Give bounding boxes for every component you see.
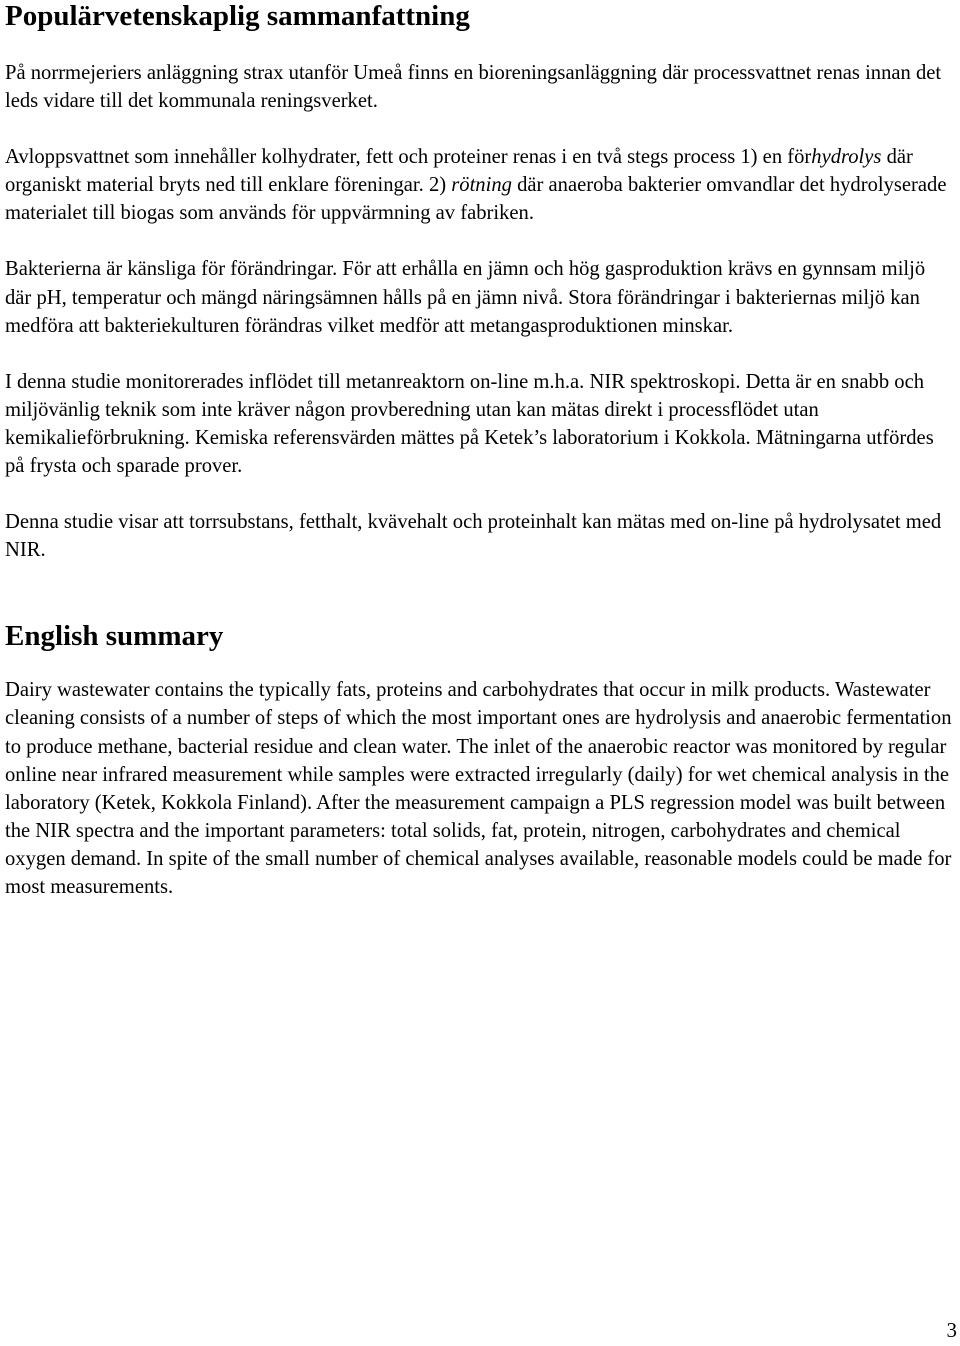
swedish-paragraph-1: På norrmejeriers anläggning strax utanför Umeå finns en bioreningsanläggning där processvattnet renas innan det leds vidare till det kommunala reningsverket.	[5, 62, 942, 113]
english-paragraph-1: Dairy wastewater contains the typically fats, proteins and carbohydrates that occur in milk products. Wastewater cleaning consists of a number of steps of which the most important ones are hydrolysis and anaerobic fermentation to produce methane, bacterial residue and clean water. The inlet of the anaerobic reactor was monitored by regular online near infrared measurement while samples were extracted irregularly (daily) for wet chemical analysis in the laboratory (Ketek, Kokkola Finland). After the measurement campaign a PLS regression model was built between the NIR spectra and the important parameters: total solids, fat, protein, nitrogen, carbohydrates and chemical oxygen demand. In spite of the small number of chemical analyses available, reasonable models could be made for most measurements.	[5, 679, 952, 898]
document-page	[5, 0, 955, 901]
term-hydrolys: hydrolys	[811, 146, 882, 169]
english-summary-section	[5, 676, 955, 901]
swedish-paragraph-2-text-a: Avloppsvattnet som innehåller kolhydrater, fett och proteiner renas i en två stegs process 1) en för	[5, 146, 812, 169]
swedish-paragraph-3: Bakterierna är känsliga för förändringar. För att erhålla en jämn och hög gasproduktion krävs en gynnsam miljö där pH, temperatur och mängd näringsämnen hålls på en jämn nivå. Stora förändringar i bakteriernas miljö kan medföra att bakteriekulturen förändras vilket medför att metangasproduktionen minskar.	[5, 258, 926, 337]
english-summary-heading: English summary	[5, 620, 224, 653]
swedish-summary-section	[5, 59, 955, 564]
term-rotning: rötning	[451, 174, 512, 197]
swedish-paragraph-2-text-b: där organiskt material bryts ned till enklare föreningar. 2)	[5, 146, 913, 197]
swedish-paragraph-5: Denna studie visar att torrsubstans, fetthalt, kvävehalt och proteinhalt kan mätas med on-line på hydrolysatet med NIR.	[5, 511, 942, 562]
swedish-summary-heading: Populärvetenskaplig sammanfattning	[5, 0, 470, 32]
page-number: 3	[946, 1318, 957, 1342]
swedish-paragraph-2	[5, 143, 955, 227]
swedish-paragraph-2-text-c: där anaeroba bakterier omvandlar det hydrolyserade materialet till biogas som används för uppvärmning av fabriken.	[5, 174, 947, 225]
swedish-paragraph-4: I denna studie monitorerades inflödet till metanreaktorn on-line m.h.a. NIR spektroskopi. Detta är en snabb och miljövänlig teknik som inte kräver någon provberedning utan kan mätas direkt i processflödet utan kemikalieförbrukning. Kemiska referensvärden mättes på Ketek’s laboratorium i Kokkola. Mätningarna utfördes på frysta och sparade prover.	[5, 370, 934, 478]
